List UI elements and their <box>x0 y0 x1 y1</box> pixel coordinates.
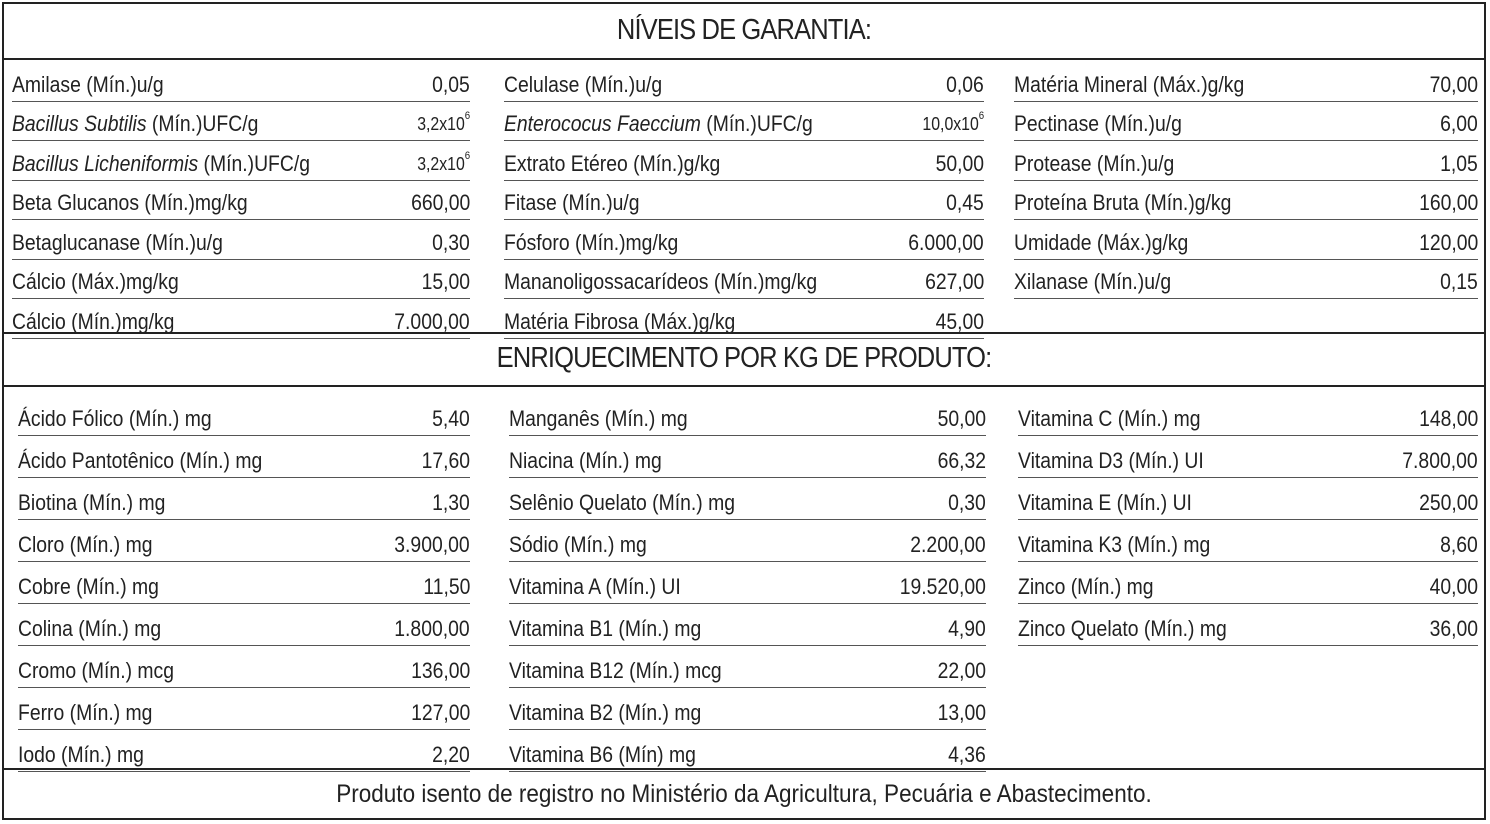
nutrient-row <box>18 478 470 520</box>
nutrient-name: Vitamina B1 (Mín.) mg <box>509 616 702 641</box>
nutrient-value: 3.900,00 <box>394 532 470 557</box>
nutrient-name: Vitamina A (Mín.) UI <box>509 574 681 599</box>
nutrient-row <box>12 181 470 221</box>
nutrient-value: 17,60 <box>421 448 470 473</box>
nutrient-row <box>504 141 984 181</box>
nutrient-value: 5,40 <box>432 406 470 431</box>
nutrient-row <box>509 730 986 772</box>
nutrient-name: Vitamina K3 (Mín.) mg <box>1018 532 1211 557</box>
nutrient-name: Vitamina B6 (Mín) mg <box>509 742 696 767</box>
nutrient-value: 50,00 <box>937 406 986 431</box>
nutrient-row <box>1018 520 1478 562</box>
nutrient-name: Manganês (Mín.) mg <box>509 406 688 431</box>
nutrient-name: Cloro (Mín.) mg <box>18 532 153 557</box>
nutrient-value: 6.000,00 <box>908 229 984 255</box>
nutrient-name: Cálcio (Mín.)mg/kg <box>12 308 175 334</box>
nutrient-name: Mananoligossacarídeos (Mín.)mg/kg <box>504 269 818 294</box>
nutrient-name-italic: Bacillus Licheniformis <box>12 150 199 176</box>
nutrient-name: Vitamina C (Mín.) mg <box>1018 406 1201 431</box>
nutrient-name: Vitamina D3 (Mín.) UI <box>1018 448 1204 473</box>
nutrient-name: Vitamina B2 (Mín.) mg <box>509 700 702 725</box>
nutrient-row <box>18 394 470 436</box>
nutrient-value: 15,00 <box>421 269 470 294</box>
nutrient-name <box>12 110 258 138</box>
nutrient-name: Fósforo (Mín.)mg/kg <box>504 229 679 255</box>
nutrient-value: 0,06 <box>946 71 984 97</box>
section-title-enriquecimento: ENRIQUECIMENTO POR KG DE PRODUTO: <box>496 342 992 374</box>
nutrient-row <box>12 141 470 181</box>
nutrient-value: 0,05 <box>432 71 470 97</box>
nutrient-value: 120,00 <box>1418 229 1478 255</box>
nutrient-value: 2.200,00 <box>910 532 986 557</box>
nutrient-name: Sódio (Mín.) mg <box>509 532 647 557</box>
nutrient-value: 0,45 <box>946 190 984 215</box>
nutrient-name: Xilanase (Mín.)u/g <box>1014 269 1172 294</box>
nutrient-row <box>12 220 470 260</box>
nutrient-row <box>18 604 470 646</box>
nutrient-name: Celulase (Mín.)u/g <box>504 71 663 97</box>
nutrient-row <box>1014 181 1478 221</box>
nutrient-row <box>509 646 986 688</box>
nutrient-name: Ácido Fólico (Mín.) mg <box>18 406 212 431</box>
nutrient-row <box>504 260 984 300</box>
nutrient-name <box>504 110 813 138</box>
nutrient-row <box>12 260 470 300</box>
nutrient-name: Protease (Mín.)u/g <box>1014 150 1175 176</box>
nutrient-row <box>504 62 984 102</box>
nutrient-name: Beta Glucanos (Mín.)mg/kg <box>12 190 248 215</box>
nutrient-value: 127,00 <box>410 700 470 725</box>
nutrient-name: Ácido Pantotênico (Mín.) mg <box>18 448 263 473</box>
nutrient-name: Cromo (Mín.) mcg <box>18 658 174 683</box>
nutrient-name-italic: Enterococus Faeccium <box>504 111 701 136</box>
nutrient-name: Iodo (Mín.) mg <box>18 742 144 767</box>
value-base: 3,2x10 <box>417 114 465 134</box>
nutrient-value: 66,32 <box>937 448 986 473</box>
nutrient-row <box>509 520 986 562</box>
nutrient-name: Vitamina E (Mín.) UI <box>1018 490 1192 515</box>
nutrient-value: 0,15 <box>1440 269 1478 294</box>
nutrient-name: Colina (Mín.) mg <box>18 616 162 641</box>
nutrient-row <box>1014 220 1478 260</box>
nutrient-value: 70,00 <box>1429 71 1478 97</box>
value-exponent: 6 <box>464 110 470 122</box>
nutrient-row <box>509 436 986 478</box>
nutrient-value: 22,00 <box>937 658 986 683</box>
nutrient-name: Amilase (Mín.)u/g <box>12 71 164 97</box>
nutrient-row <box>12 102 470 142</box>
nutrient-row <box>504 181 984 221</box>
nutrient-row <box>18 646 470 688</box>
nutrient-row <box>1018 436 1478 478</box>
nutrient-value: 2,20 <box>432 742 470 767</box>
nutrient-value: 1,05 <box>1440 150 1478 176</box>
nutrient-name <box>12 150 310 178</box>
value-exponent: 6 <box>464 149 470 162</box>
nutrient-value: 45,00 <box>935 308 984 334</box>
nutrient-name: Zinco Quelato (Mín.) mg <box>1018 616 1227 641</box>
nutrient-value <box>922 106 984 138</box>
nutrient-row <box>1018 562 1478 604</box>
nutrient-value: 0,30 <box>432 229 470 255</box>
nutrient-unit: (Mín.)UFC/g <box>198 150 311 176</box>
footer-note: Produto isento de registro no Ministério da Agricultura, Pecuária e Abastecimento. <box>336 780 1152 808</box>
nutrient-value: 8,60 <box>1440 532 1478 557</box>
value-exponent: 6 <box>978 110 984 122</box>
nutrient-name: Zinco (Mín.) mg <box>1018 574 1154 599</box>
nutrient-value: 250,00 <box>1418 490 1478 515</box>
nutrient-row <box>18 688 470 730</box>
divider <box>4 332 1484 334</box>
nutrient-value: 136,00 <box>410 658 470 683</box>
nutrient-name: Niacina (Mín.) mg <box>509 448 662 473</box>
divider <box>4 768 1484 770</box>
nutrient-name: Proteína Bruta (Mín.)g/kg <box>1014 190 1232 215</box>
nutrient-row <box>18 562 470 604</box>
nutrient-name: Cálcio (Máx.)mg/kg <box>12 269 179 294</box>
nutrient-name: Umidade (Máx.)g/kg <box>1014 229 1189 255</box>
divider <box>4 58 1484 60</box>
nutrient-name: Ferro (Mín.) mg <box>18 700 153 725</box>
nutrient-row <box>1014 62 1478 102</box>
nutrient-row <box>1014 102 1478 142</box>
nutrient-value: 1.800,00 <box>394 616 470 641</box>
nutrient-value: 160,00 <box>1418 190 1478 215</box>
nutrient-value: 36,00 <box>1429 616 1478 641</box>
nutrient-value <box>417 106 470 138</box>
nutrient-row <box>509 688 986 730</box>
nutrient-name: Biotina (Mín.) mg <box>18 490 166 515</box>
value-base: 3,2x10 <box>417 153 465 174</box>
nutrient-row <box>509 478 986 520</box>
nutrient-value: 40,00 <box>1429 574 1478 599</box>
nutrient-row <box>1014 260 1478 300</box>
nutrient-value: 50,00 <box>935 150 984 176</box>
nutrient-row <box>504 102 984 142</box>
nutrient-name: Selênio Quelato (Mín.) mg <box>509 490 735 515</box>
nutrient-name: Cobre (Mín.) mg <box>18 574 159 599</box>
nutrient-value <box>417 146 470 178</box>
nutrient-value: 6,00 <box>1440 111 1478 136</box>
nutrient-value: 11,50 <box>422 574 470 599</box>
nutrient-row <box>18 520 470 562</box>
nutrient-row <box>18 436 470 478</box>
nutrient-name-italic: Bacillus Subtilis <box>12 111 147 136</box>
nutrient-row <box>504 220 984 260</box>
nutrient-value: 660,00 <box>410 190 470 215</box>
nutrient-value: 148,00 <box>1418 406 1478 431</box>
nutrient-value: 4,90 <box>948 616 986 641</box>
nutrient-row <box>18 730 470 772</box>
nutrient-unit: (Mín.)UFC/g <box>146 111 259 136</box>
nutrient-value: 0,30 <box>948 490 986 515</box>
nutrient-row <box>1018 604 1478 646</box>
nutrient-name: Extrato Etéreo (Mín.)g/kg <box>504 150 721 176</box>
nutrient-name: Vitamina B12 (Mín.) mcg <box>509 658 722 683</box>
nutrient-value: 627,00 <box>924 269 984 294</box>
nutrition-label <box>2 2 1486 820</box>
nutrient-name: Pectinase (Mín.)u/g <box>1014 111 1182 136</box>
nutrient-row <box>1018 478 1478 520</box>
nutrient-row <box>1018 394 1478 436</box>
nutrient-row <box>12 62 470 102</box>
nutrient-row <box>509 394 986 436</box>
nutrient-value: 7.800,00 <box>1402 448 1478 473</box>
value-base: 10,0x10 <box>922 114 979 134</box>
nutrient-value: 1,30 <box>432 490 470 515</box>
nutrient-name: Matéria Fibrosa (Máx.)g/kg <box>504 308 736 334</box>
nutrient-row <box>509 604 986 646</box>
nutrient-value: 4,36 <box>948 742 986 767</box>
nutrient-unit: (Mín.)UFC/g <box>700 111 813 136</box>
nutrient-row <box>1014 141 1478 181</box>
nutrient-name: Betaglucanase (Mín.)u/g <box>12 229 223 255</box>
nutrient-value: 13,00 <box>937 700 986 725</box>
nutrient-name: Fitase (Mín.)u/g <box>504 190 640 215</box>
nutrient-value: 7.000,00 <box>394 308 470 334</box>
nutrient-value: 19.520,00 <box>899 574 986 599</box>
nutrient-row <box>509 562 986 604</box>
divider <box>4 385 1484 387</box>
nutrient-name: Matéria Mineral (Máx.)g/kg <box>1014 71 1245 97</box>
section-title-niveis-garantia: NÍVEIS DE GARANTIA: <box>616 14 872 46</box>
